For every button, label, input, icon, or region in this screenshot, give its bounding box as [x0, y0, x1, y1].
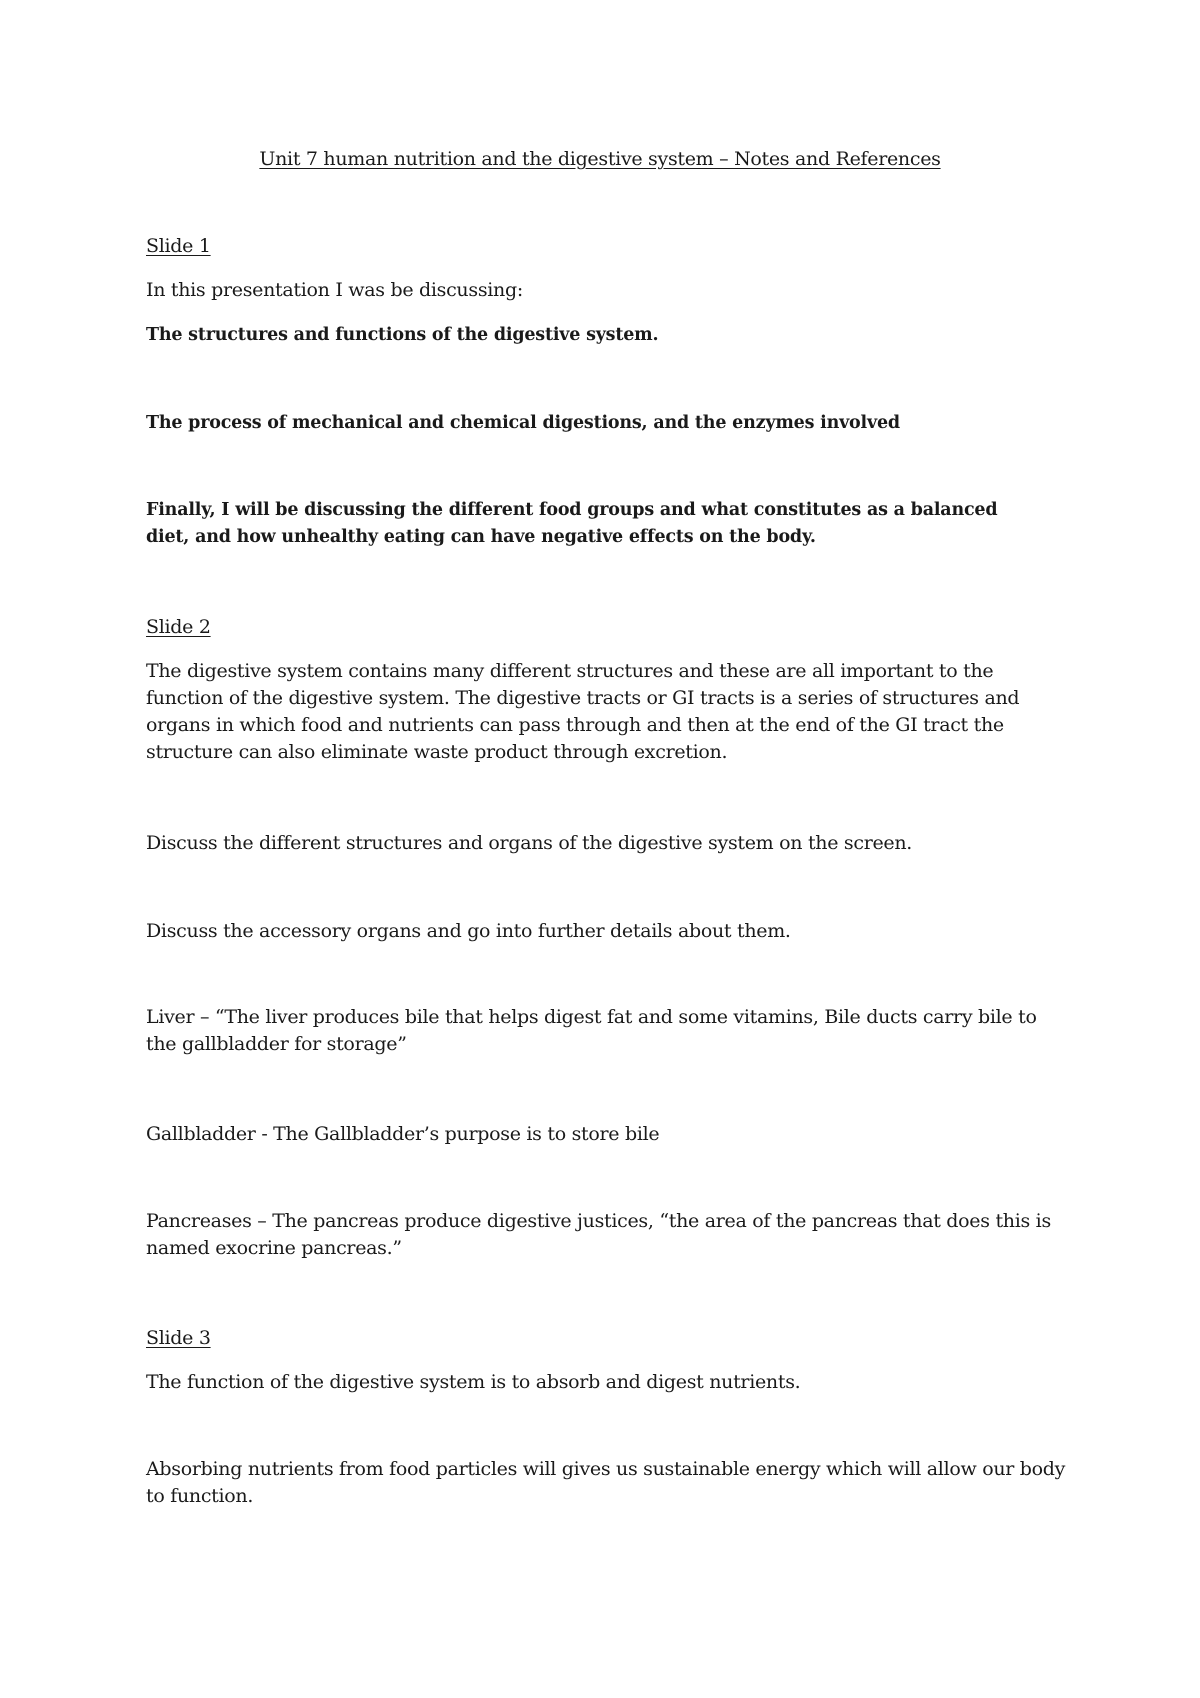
document-title: Unit 7 human nutrition and the digestive system – Notes and References [259, 148, 941, 170]
slide2-paragraph-gi-tract: The digestive system contains many different structures and these are all important to the function of the digestive system. The digestive tracts or GI tracts is a series of structures and organs in which food and nutrients can pass through and then at the end of the GI tract the structure can also eliminate waste product through excretion. [146, 660, 1020, 763]
slide2-paragraph-structures: Discuss the different structures and organs of the digestive system on the screen. [146, 832, 913, 854]
slide1-point-food-groups: Finally, I will be discussing the different food groups and what constitutes as a balanced diet, and how unhealthy eating can have negative effects on the body. [146, 500, 998, 547]
slide1-point-digestion: The process of mechanical and chemical digestions, and the enzymes involved [146, 413, 900, 433]
slide3-heading: Slide 3 [146, 1327, 211, 1349]
slide2-paragraph-accessory: Discuss the accessory organs and go into further details about them. [146, 920, 791, 942]
slide3-paragraph-energy: Absorbing nutrients from food particles will gives us sustainable energy which will allow our body to function. [146, 1458, 1066, 1507]
slide3-paragraph-function: The function of the digestive system is to absorb and digest nutrients. [146, 1371, 801, 1393]
slide1-heading: Slide 1 [146, 235, 211, 257]
slide2-pancreas: Pancreases – The pancreas produce digestive justices, “the area of the pancreas that does this is named exocrine pancreas.” [146, 1210, 1051, 1259]
slide2-gallbladder: Gallbladder - The Gallbladder’s purpose is to store bile [146, 1123, 660, 1145]
slide1-point-structures: The structures and functions of the digestive system. [146, 325, 659, 345]
slide2-heading: Slide 2 [146, 616, 211, 638]
slide2-liver: Liver – “The liver produces bile that helps digest fat and some vitamins, Bile ducts carry bile to the gallbladder for storage” [146, 1006, 1037, 1055]
slide1-intro: In this presentation I was be discussing: [146, 279, 523, 301]
